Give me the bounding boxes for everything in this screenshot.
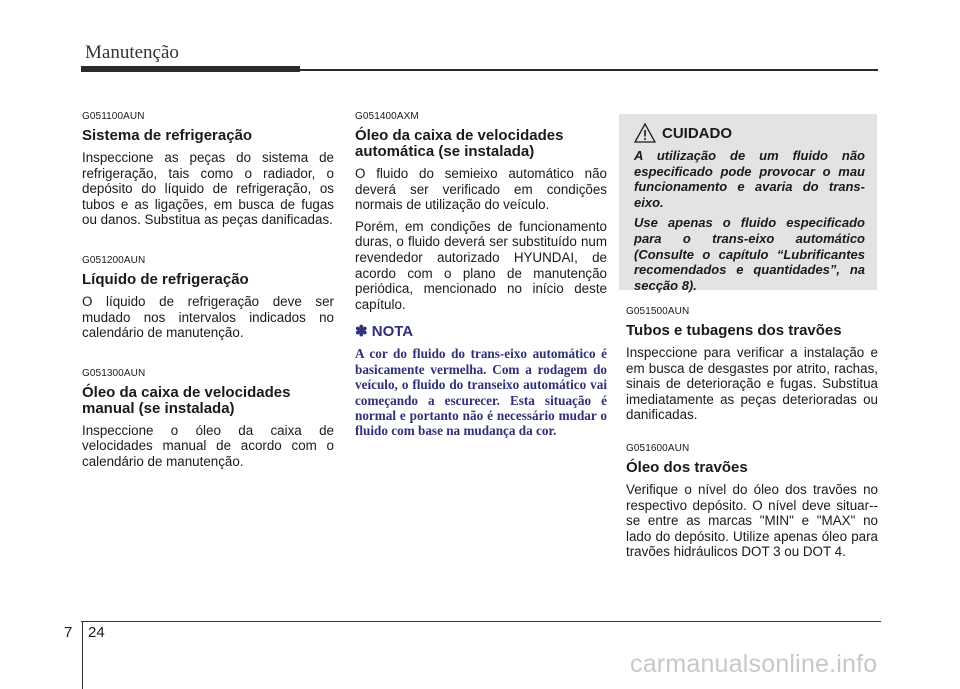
page-title: Manutenção [85,42,179,63]
section-code: G051600AUN [626,442,690,454]
section-text: O fluido do semieixo automático não deverá ser verificado em condições normais de utilização do veículo. [355,166,607,213]
note-text: A cor do fluido do trans-eixo automático é basicamente vermelha. Com a rodagem do veículo, o fluido do transeixo automático vai começando a escurecer. Esta situação é normal e portanto não é necessário mudar o fluido com base na mudança da cor. [355,346,607,439]
section-text: Inspeccione as peças do sistema de refrigeração, tais como o radiador, o depósito do líquido de refrigeração, os tubos e as ligações, em busca de fugas ou danos. Substitua as peças danificadas. [82,150,334,228]
section-code: G051100AUN [82,111,145,122]
column-left [82,111,334,476]
section-code: G051400AXM [355,111,419,122]
section-text: O líquido de refrigeração deve ser mudado nos intervalos indicados no calendário de manutenção. [82,293,334,341]
section-code: G051300AUN [82,367,146,379]
note-title: ✽ NOTA [355,323,414,341]
header-rule [300,69,878,71]
header-bar [81,66,300,72]
caution-text: Use apenas o fluido especificado para o trans-eixo automático (Consulte o capítulo “Lubrificantes recomendados e quantidades”, na secção 8). [634,215,865,293]
section-text: Verifique o nível do óleo dos travões no respectivo depósito. O nível deve situar--se entre as marcas "MIN" e "MAX" no lado do depósito. Utilize apenas óleo para travões hidráulicos DOT 3 ou DOT 4. [626,481,878,560]
section-heading: Sistema de refrigeração [82,127,253,144]
watermark: carmanualsonline.info [630,650,878,678]
footer-rule [81,621,881,622]
section-text: Inspeccione para verificar a instalação e em busca de desgastes por atrito, rachas, sinais de deterioração e fugas. Substitua imediatamente as peças deterioradas ou danificadas. [626,345,878,423]
section-text: Inspeccione o óleo da caixa de velocidades manual de acordo com o calendário de manutenção. [82,422,334,469]
section-heading: Tubos e tubagens dos travões [626,322,842,339]
section-heading: Líquido de refrigeração [82,270,249,288]
footer-divider [82,622,83,689]
column-middle [355,111,607,439]
page-number: 24 [88,624,105,641]
section-code: G051500AUN [626,306,690,317]
caution-text: A utilização de um fluido não especificado pode provocar o mau funcionamento e avaria do trans-eixo. [634,148,865,210]
warning-icon [634,122,656,144]
section-heading: Óleo dos travões [626,458,748,476]
section-code: G051200AUN [82,254,146,266]
section-text: Porém, em condições de funcionamento duras, o fluido deverá ser substituído num revendedor autorizado HYUNDAI, de acordo com o plano de manutenção periódica, mencionado no início deste capítulo. [355,218,607,312]
chapter-number: 7 [64,624,73,641]
section-heading: Óleo da caixa de velocidades manual (se instalada) [82,383,291,417]
column-right [626,306,878,566]
section-heading: Óleo da caixa de velocidades automática (se instalada) [355,127,564,160]
caution-title: CUIDADO [662,124,732,142]
caution-box [619,114,877,293]
